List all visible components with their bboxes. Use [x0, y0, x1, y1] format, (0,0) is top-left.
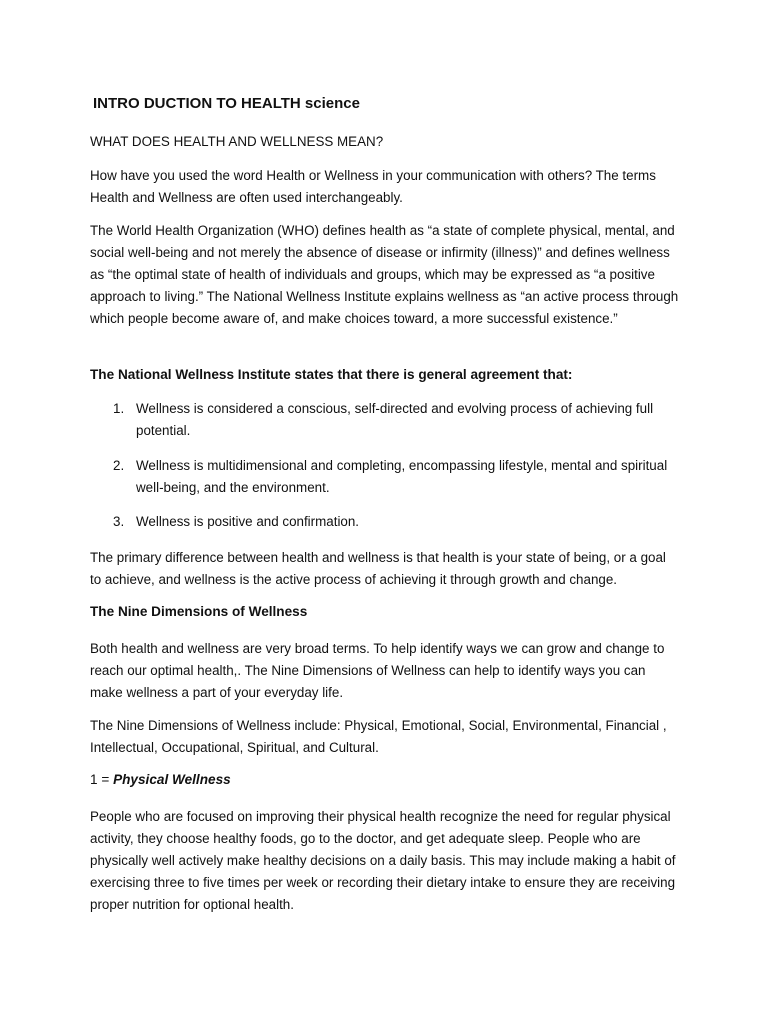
list-item [90, 455, 680, 499]
difference-paragraph: The primary difference between health and wellness is that health is your state of being, or a goal to achieve, and wellness is the active process of achieving it through growth and change. [90, 550, 666, 587]
list-item [90, 398, 680, 442]
physical-wellness-subheading [90, 772, 231, 787]
list-item-number: 3. [113, 514, 125, 529]
section-question: WHAT DOES HEALTH AND WELLNESS MEAN? [90, 134, 384, 149]
subheading-prefix: 1 = [90, 772, 114, 787]
document-title: INTRO DUCTION TO HEALTH science [93, 95, 360, 112]
nwi-heading: The National Wellness Institute states that there is general agreement that: [90, 367, 573, 382]
list-item-text: Wellness is multidimensional and completing, encompassing lifestyle, mental and spiritual well-being, and the environment. [136, 458, 668, 495]
list-item-text: Wellness is positive and confirmation. [136, 514, 360, 529]
list-item [90, 511, 680, 533]
broad-terms-paragraph: Both health and wellness are very broad terms. To help identify ways we can grow and change to reach our optimal health,. The Nine Dimensions of Wellness can help to identify ways you can make wellness a part of your everyday life. [90, 641, 665, 700]
subheading-title: Physical Wellness [113, 772, 231, 787]
physical-wellness-paragraph: People who are focused on improving their physical health recognize the need for regular physical activity, they choose healthy foods, go to the doctor, and get adequate sleep. People who are physically well actively make healthy decisions on a daily basis. This may include making a habit of exercising three to five times per week or recording their dietary intake to ensure they are receiving proper nutrition for optional health. [90, 809, 676, 912]
who-definition-paragraph: The World Health Organization (WHO) defines health as “a state of complete physical, mental, and social well-being and not merely the absence of disease or infirmity (illness)” and defines wellness as “the optimal state of health of individuals and groups, which may be expressed as “a positive approach to living.” The National Wellness Institute explains wellness as “an active process through which people become aware of, and make choices toward, a more successful existence.” [90, 223, 679, 326]
list-item-number: 2. [113, 458, 125, 473]
list-item-number: 1. [113, 401, 125, 416]
dimensions-include-paragraph: The Nine Dimensions of Wellness include: Physical, Emotional, Social, Environmental, Financial , Intellectual, Occupational, Spiritual, and Cultural. [90, 718, 667, 755]
nine-dimensions-heading: The Nine Dimensions of Wellness [90, 604, 308, 619]
intro-paragraph: How have you used the word Health or Wellness in your communication with others? The terms Health and Wellness are often used interchangeably. [90, 168, 656, 205]
list-item-text: Wellness is considered a conscious, self-directed and evolving process of achieving full potential. [136, 401, 654, 438]
